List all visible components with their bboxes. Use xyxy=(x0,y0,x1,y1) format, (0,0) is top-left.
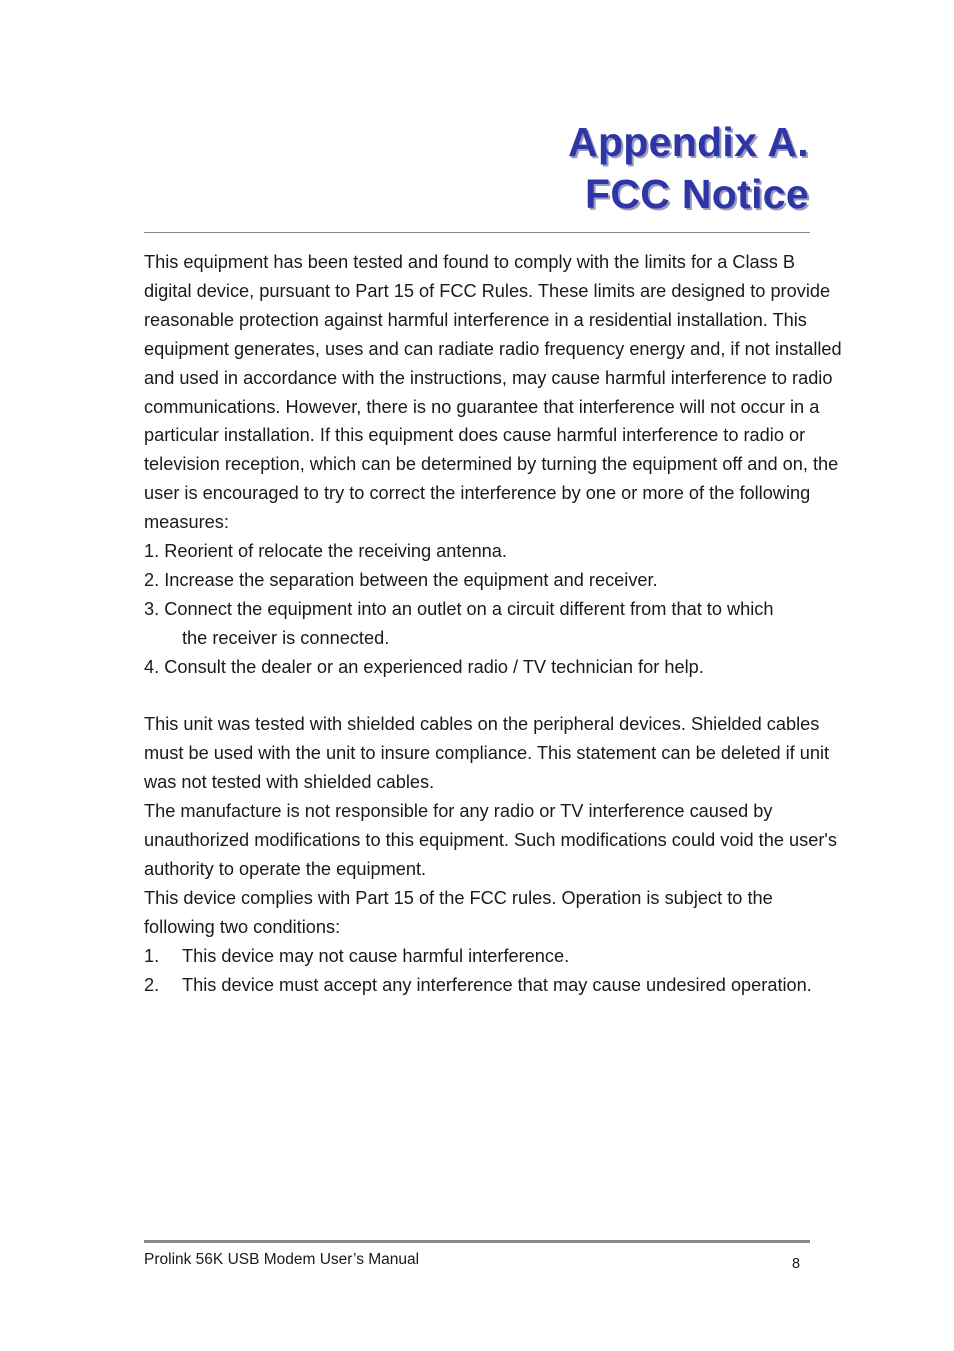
measure-item-4: 4. Consult the dealer or an experienced radio / TV technician for help. xyxy=(144,656,704,677)
page-number: 8 xyxy=(792,1256,801,1272)
measure-item-1: 1. Reorient of relocate the receiving antenna. xyxy=(144,541,507,562)
footer-divider xyxy=(144,1240,810,1243)
condition-number: 1. xyxy=(144,945,160,966)
title-divider xyxy=(144,232,810,233)
title-line-fcc-notice: FCC Notice xyxy=(585,171,809,217)
title-line-appendix: Appendix A. xyxy=(568,119,809,165)
condition-text: This device may not cause harmful interference. xyxy=(182,945,570,966)
measure-item-3-continued: the receiver is connected. xyxy=(182,627,390,648)
document-body xyxy=(144,248,844,1000)
condition-item-1 xyxy=(144,942,844,971)
page-title xyxy=(568,116,809,220)
shielded-cables-paragraph: This unit was tested with shielded cables on the peripheral devices. Shielded cables must be used with the unit to insure compliance. This statement can be deleted if unit was not tested with shielded cables. xyxy=(144,714,830,793)
footer-manual-title: Prolink 56K USB Modem User’s Manual xyxy=(144,1251,420,1268)
paragraph-spacer xyxy=(144,682,844,711)
manufacturer-disclaimer-paragraph: The manufacture is not responsible for any radio or TV interference caused by unauthorized modifications to this equipment. Such modifications could void the user's authority to operate the equipment. xyxy=(144,801,837,880)
condition-number: 2. xyxy=(144,974,160,995)
condition-text: This device must accept any interference that may cause undesired operation. xyxy=(182,974,812,995)
measure-item-3: 3. Connect the equipment into an outlet on a circuit different from that to which xyxy=(144,598,774,619)
part15-compliance-paragraph: This device complies with Part 15 of the FCC rules. Operation is subject to the following two conditions: xyxy=(144,887,773,937)
condition-item-2 xyxy=(144,971,844,1000)
measure-item-2: 2. Increase the separation between the equipment and receiver. xyxy=(144,569,658,590)
intro-paragraph: This equipment has been tested and found to comply with the limits for a Class B digital device, pursuant to Part 15 of FCC Rules. These limits are designed to provide reasonable protection against harmful interference in a residential installation. This equipment generates, uses and can radiate radio frequency energy and, if not installed and used in accordance with the instructions, may cause harmful interference to radio communications. However, there is no guarantee that interference will not occur in a particular installation. If this equipment does cause harmful interference to radio or television reception, which can be determined by turning the equipment off and on, the user is encouraged to try to correct the interference by one or more of the following measures: xyxy=(144,252,842,533)
